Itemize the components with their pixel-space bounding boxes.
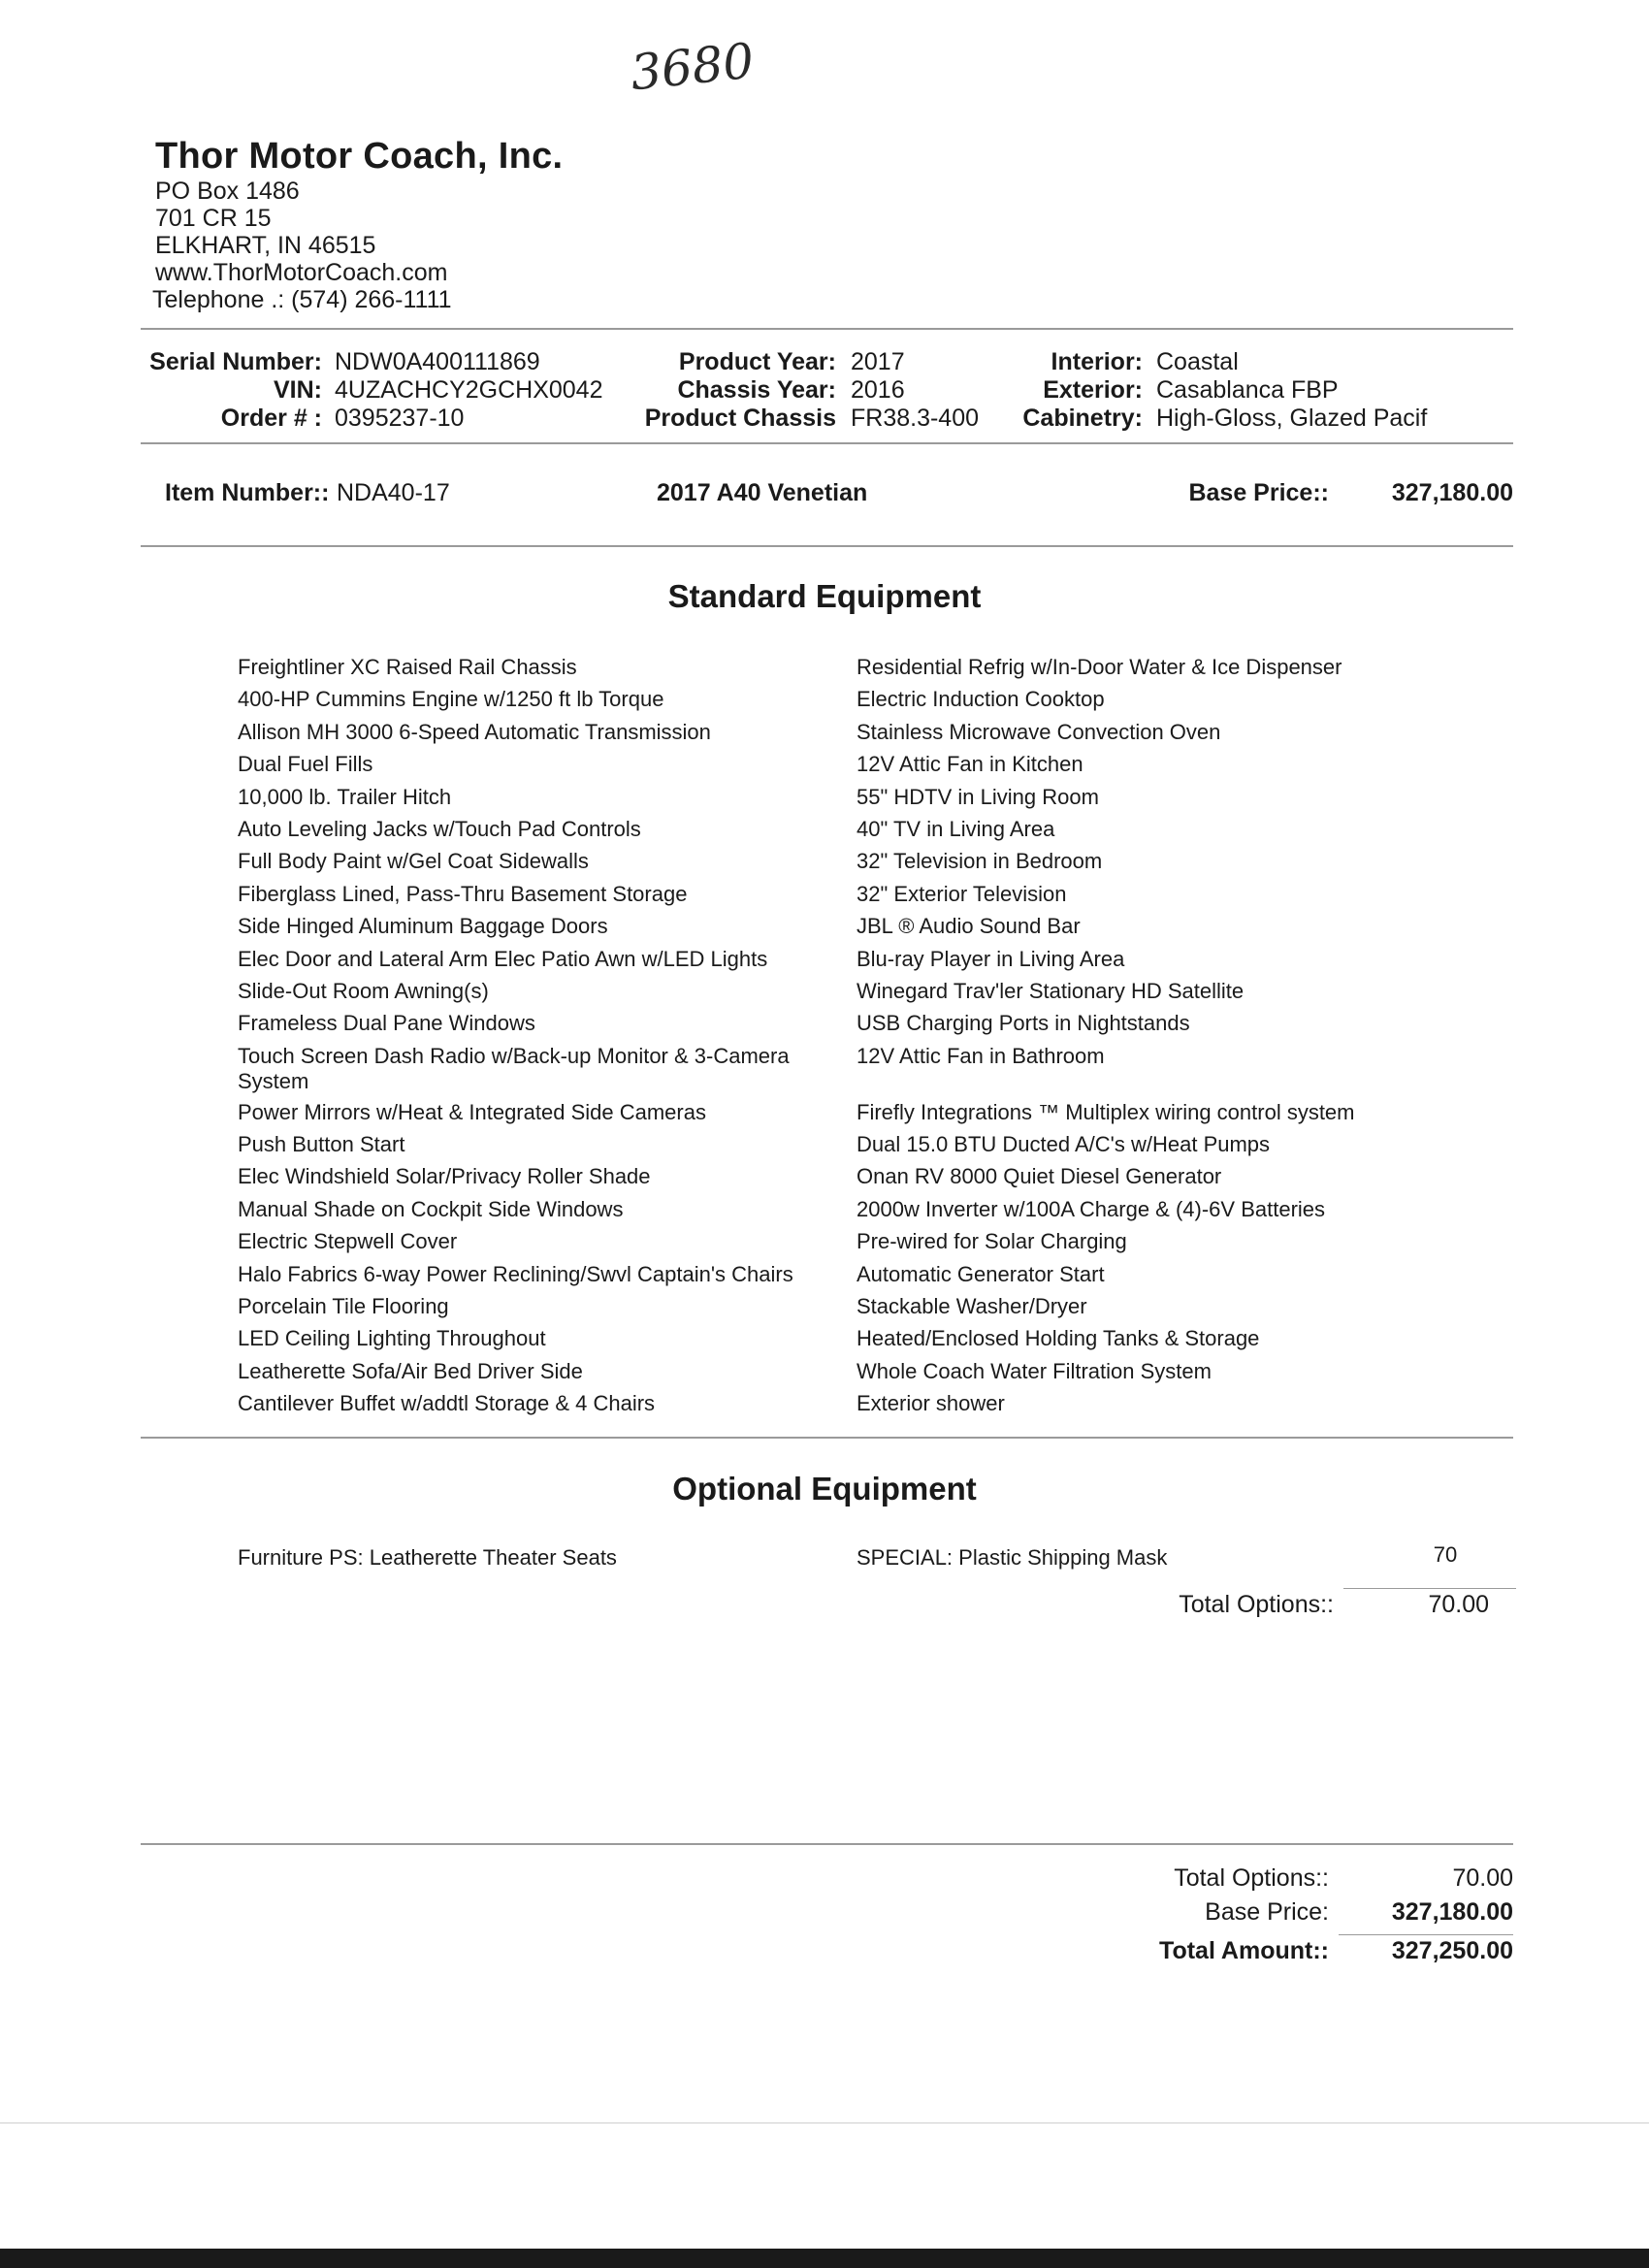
optional-item: Furniture PS: Leatherette Theater Seats bbox=[238, 1545, 617, 1570]
equipment-item: Cantilever Buffet w/addtl Storage & 4 Chairs bbox=[238, 1391, 656, 1416]
equipment-item: Electric Stepwell Cover bbox=[238, 1229, 458, 1254]
equipment-item: Winegard Trav'ler Stationary HD Satellite bbox=[857, 978, 1245, 1003]
divider bbox=[141, 442, 1513, 444]
equipment-item: Residential Refrig w/In-Door Water & Ice Dispenser bbox=[857, 655, 1342, 679]
summary-total-options: 70.00 bbox=[1452, 1864, 1513, 1892]
equipment-item: Allison MH 3000 6-Speed Automatic Transmission bbox=[238, 719, 711, 744]
product-year: 2017 bbox=[851, 348, 905, 375]
product-year-label: Product Year: bbox=[678, 348, 836, 375]
equipment-item: Elec Door and Lateral Arm Elec Patio Awn w/LED Lights bbox=[238, 946, 768, 971]
order-label: Order # : bbox=[220, 405, 322, 432]
base-price-label: Base Price:: bbox=[1188, 479, 1329, 506]
equipment-item: Side Hinged Aluminum Baggage Doors bbox=[238, 914, 608, 939]
interior: Coastal bbox=[1156, 348, 1239, 375]
summary-base-price: 327,180.00 bbox=[1391, 1898, 1513, 1926]
equipment-item: JBL ® Audio Sound Bar bbox=[857, 914, 1081, 939]
equipment-item: Auto Leveling Jacks w/Touch Pad Controls bbox=[238, 816, 641, 841]
standard-equipment-title: Standard Equipment bbox=[667, 578, 982, 614]
equipment-item: 40" TV in Living Area bbox=[857, 816, 1055, 841]
total-amount-label: Total Amount:: bbox=[1159, 1937, 1329, 1964]
company-street: 701 CR 15 bbox=[155, 205, 272, 232]
equipment-item: Touch Screen Dash Radio w/Back-up Monitor & 3-Camera System bbox=[238, 1043, 790, 1093]
divider bbox=[141, 1843, 1513, 1845]
equipment-item: 55" HDTV in Living Room bbox=[857, 784, 1099, 809]
equipment-item: Power Mirrors w/Heat & Integrated Side Cameras bbox=[238, 1099, 706, 1124]
equipment-item: Frameless Dual Pane Windows bbox=[238, 1011, 535, 1036]
equipment-item: Slide-Out Room Awning(s) bbox=[238, 978, 489, 1003]
equipment-item: LED Ceiling Lighting Throughout bbox=[238, 1326, 546, 1351]
equipment-item: Stackable Washer/Dryer bbox=[857, 1294, 1087, 1319]
equipment-item: Dual 15.0 BTU Ducted A/C's w/Heat Pumps bbox=[857, 1132, 1271, 1157]
standard-equipment-left-column bbox=[238, 651, 858, 1420]
exterior: Casablanca FBP bbox=[1156, 376, 1339, 404]
total-amount: 327,250.00 bbox=[1391, 1937, 1513, 1964]
product-chassis: FR38.3-400 bbox=[851, 405, 980, 432]
equipment-item: Fiberglass Lined, Pass-Thru Basement Storage bbox=[238, 881, 688, 906]
equipment-item: USB Charging Ports in Nightstands bbox=[857, 1011, 1190, 1036]
model-name: 2017 A40 Venetian bbox=[657, 479, 868, 506]
equipment-item: 32" Television in Bedroom bbox=[857, 849, 1103, 874]
optional-total-label: Total Options:: bbox=[1179, 1591, 1334, 1618]
handwritten-note: 3680 bbox=[628, 32, 757, 102]
equipment-item: Full Body Paint w/Gel Coat Sidewalls bbox=[238, 849, 589, 874]
order-number: 0395237-10 bbox=[335, 405, 465, 432]
equipment-item: 12V Attic Fan in Bathroom bbox=[857, 1043, 1105, 1068]
summary-base-price-label: Base Price: bbox=[1205, 1898, 1329, 1926]
equipment-item: Electric Induction Cooktop bbox=[857, 687, 1105, 712]
divider bbox=[141, 1437, 1513, 1439]
equipment-item: Heated/Enclosed Holding Tanks & Storage bbox=[857, 1326, 1260, 1351]
optional-item: SPECIAL: Plastic Shipping Mask bbox=[857, 1545, 1168, 1570]
equipment-item: Exterior shower bbox=[857, 1391, 1005, 1416]
item-number-label: Item Number:: bbox=[165, 479, 330, 506]
total-line bbox=[1343, 1588, 1516, 1589]
interior-label: Interior: bbox=[1051, 348, 1143, 375]
total-line bbox=[1339, 1934, 1513, 1935]
chassis-year: 2016 bbox=[851, 376, 905, 404]
divider bbox=[141, 545, 1513, 547]
vin: 4UZACHCY2GCHX0042 bbox=[335, 376, 603, 404]
equipment-item: Onan RV 8000 Quiet Diesel Generator bbox=[857, 1164, 1222, 1189]
equipment-item: Whole Coach Water Filtration System bbox=[857, 1358, 1212, 1383]
serial-number: NDW0A400111869 bbox=[335, 348, 540, 375]
equipment-item: 10,000 lb. Trailer Hitch bbox=[238, 784, 452, 809]
equipment-item: Firefly Integrations ™ Multiplex wiring control system bbox=[857, 1099, 1355, 1124]
standard-equipment-right-column bbox=[857, 651, 1477, 1420]
chassis-year-label: Chassis Year: bbox=[677, 376, 836, 404]
equipment-item: 32" Exterior Television bbox=[857, 881, 1067, 906]
equipment-item: Elec Windshield Solar/Privacy Roller Shade bbox=[238, 1164, 651, 1189]
base-price: 327,180.00 bbox=[1391, 479, 1513, 506]
product-chassis-label: Product Chassis bbox=[644, 405, 836, 432]
equipment-item: Leatherette Sofa/Air Bed Driver Side bbox=[238, 1358, 583, 1383]
company-po-box: PO Box 1486 bbox=[155, 178, 300, 205]
equipment-item: Blu-ray Player in Living Area bbox=[857, 946, 1125, 971]
scan-edge bbox=[0, 2122, 1649, 2123]
company-name: Thor Motor Coach, Inc. bbox=[155, 136, 564, 177]
company-city: ELKHART, IN 46515 bbox=[155, 232, 376, 259]
equipment-item: Pre-wired for Solar Charging bbox=[857, 1229, 1127, 1254]
equipment-item: 2000w Inverter w/100A Charge & (4)-6V Batteries bbox=[857, 1196, 1326, 1221]
equipment-item: 400-HP Cummins Engine w/1250 ft lb Torque bbox=[238, 687, 664, 712]
equipment-item: Porcelain Tile Flooring bbox=[238, 1294, 449, 1319]
optional-equipment-title: Optional Equipment bbox=[672, 1471, 977, 1507]
equipment-item: Dual Fuel Fills bbox=[238, 752, 373, 777]
cabinetry-label: Cabinetry: bbox=[1022, 405, 1143, 432]
equipment-item: 12V Attic Fan in Kitchen bbox=[857, 752, 1083, 777]
equipment-item: Freightliner XC Raised Rail Chassis bbox=[238, 655, 577, 679]
divider bbox=[141, 328, 1513, 330]
serial-number-label: Serial Number: bbox=[149, 348, 322, 375]
company-telephone: Telephone .: (574) 266-1111 bbox=[152, 286, 452, 313]
optional-item-price: 70 bbox=[1433, 1542, 1458, 1567]
summary-total-options-label: Total Options:: bbox=[1174, 1864, 1329, 1892]
equipment-item: Halo Fabrics 6-way Power Reclining/Swvl Captain's Chairs bbox=[238, 1261, 793, 1286]
optional-total: 70.00 bbox=[1428, 1591, 1489, 1618]
company-website: www.ThorMotorCoach.com bbox=[155, 259, 448, 286]
exterior-label: Exterior: bbox=[1043, 376, 1143, 404]
equipment-item: Stainless Microwave Convection Oven bbox=[857, 719, 1221, 744]
item-number: NDA40-17 bbox=[337, 479, 450, 506]
cabinetry: High-Gloss, Glazed Pacif bbox=[1156, 405, 1428, 432]
equipment-item: Automatic Generator Start bbox=[857, 1261, 1105, 1286]
equipment-item: Manual Shade on Cockpit Side Windows bbox=[238, 1196, 624, 1221]
equipment-item: Push Button Start bbox=[238, 1132, 405, 1157]
vin-label: VIN: bbox=[274, 376, 322, 404]
scan-border bbox=[0, 2249, 1649, 2268]
